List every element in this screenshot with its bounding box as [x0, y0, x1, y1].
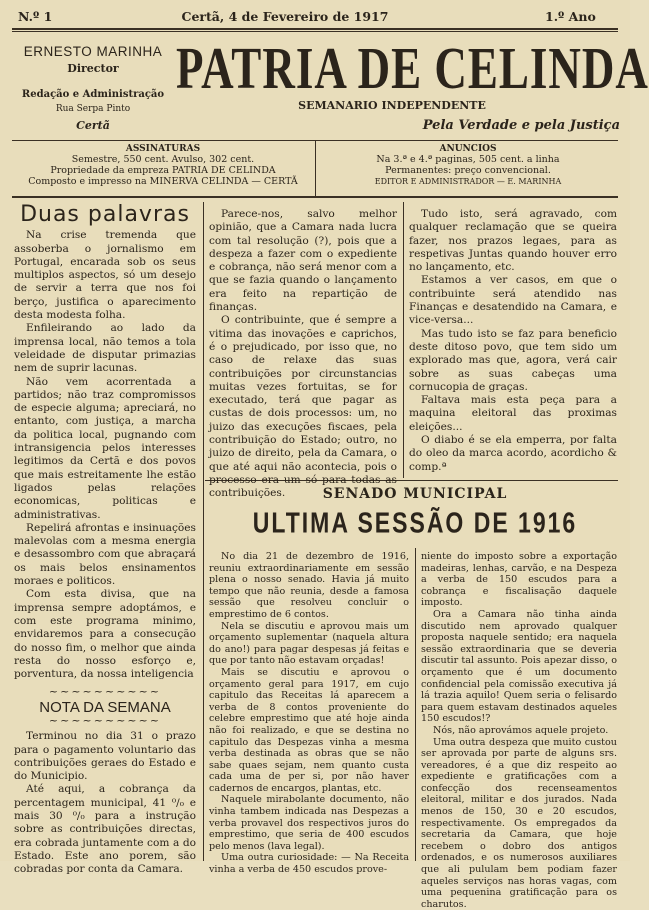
article-paragraph: No dia 21 de dezembro de 1916, reuniu extraordinariamente em sessão plena o nosso senado. Havia já muito tempo que não reunia, desde a famosa sessão que resolveu concluir o emprestimo de 6 contos. — [209, 551, 409, 621]
column-rule-right — [403, 202, 404, 478]
top-rule-thin — [12, 31, 618, 32]
masthead-subtitle: SEMANARIO INDEPENDENTE — [292, 99, 492, 112]
top-rule — [12, 28, 618, 30]
office-street: Rua Serpa Pinto — [18, 104, 168, 114]
article-paragraph: Terminou no dia 31 o prazo para o pagamento voluntario das contribuições geraes do Estado e do Municipio. — [14, 730, 196, 783]
column-1 — [14, 204, 196, 877]
masthead-motto: Pela Verdade e pela Justiça — [330, 118, 620, 133]
director-title: Director — [18, 62, 168, 75]
senado-column-left — [209, 551, 409, 876]
ads-line: EDITOR E ADMINISTRADOR — E. MARINHA — [320, 176, 616, 187]
article-paragraph: Uma outra curiosidade: — Na Receita vinha a verba de 450 escudos prove- — [209, 852, 409, 875]
column-rule-left — [203, 202, 204, 861]
article-paragraph: Uma outra despeza que muito custou ser aprovada por parte de alguns srs. vereadores, é a que diz respeito ao expediente e gratificações com a confecção dos recenseamentos eleitoral, militar e dos jurados. Nada menos de 150, 30 e 20 escudos, respectivamente. Os empregados da secretaria da Camara, que hoje recebem o dobro dos antigos ordenados, e os numerosos auxiliares que ali pululam bem podiam fazer aqueles serviços nas horas vagas, com uma pequenina gratificação para os charutos. — [421, 737, 617, 910]
ornament-divider: ~~~~~~~~~~ — [14, 714, 196, 727]
senado-column-right — [421, 551, 617, 910]
office-label: Redação e Administração — [18, 89, 168, 100]
article-paragraph: Até aqui, a cobrança da percentagem municipal, 41 ⁰/₀ e mais 30 ⁰/₀ para a instrução sobre as contribuições directas, era cobrada juntamente com a do Estado. Este ano porem, são cobradas por conta da Camara. — [14, 783, 196, 876]
issue-number: N.º 1 — [18, 9, 52, 24]
article-heading-nota-semana: NOTA DA SEMANA — [14, 701, 196, 714]
article-paragraph: Mais se discutiu e aprovou o orçamento geral para 1917, em cujo capitulo das Receitas lá aparecem a verba de 8 contos proveniente do celebre emprestimo que até hoje ainda não foi realizado, e que se destina no capitulo das Despezas vinha a mesma verba destinada as obras que se não sabe quaes sejam, nem quanto custa cada uma de per si, por não haver cadernos de encargos, plantas, etc. — [209, 667, 409, 795]
subscriptions-line: Semestre, 550 cent. Avulso, 302 cent. — [14, 154, 312, 165]
section-kicker: SENADO MUNICIPAL — [205, 486, 625, 502]
article-paragraph: Faltava mais esta peça para a maquina eleitoral das proximas eleições... — [409, 394, 617, 434]
article-paragraph: Mas tudo isto se faz para beneficio deste ditoso povo, que tem sido um explorado mas que, agora, verá cair sobre as suas cabeças uma cornucopia de graças. — [409, 328, 617, 394]
boxes-divider — [315, 140, 316, 197]
article-paragraph: Nós, não aprovámos aquele projeto. — [421, 725, 617, 737]
column-2 — [209, 208, 397, 501]
director-name: ERNESTO MARINHA — [18, 44, 168, 59]
article-paragraph: Estamos a ver casos, em que o contribuinte será atendido nas Finanças e desatendido na Camara, e vice-versa... — [409, 274, 617, 327]
dateline: Certã, 4 de Fevereiro de 1917 — [160, 9, 410, 24]
ads-line: Permanentes: preço convencional. — [320, 165, 616, 176]
article-paragraph: Não vem acorrentada a partidos; não traz compromissos de especie alguma; apreciará, no entanto, com justiça, a marcha da politica local, pugnando com intransigencia pelos interesses legitimos da Certã e dos povos que mais estreitamente lhe estão ligados pelas relações economicas, politicas e administrativas. — [14, 376, 196, 522]
article-paragraph: Tudo isto, será agravado, com qualquer reclamação que se queira fazer, nos prazos legaes, para as respetivas Juntas quando houver erro no lançamento, etc. — [409, 208, 617, 274]
subscriptions-line: Propriedade da empreza PATRIA DE CELINDA — [14, 165, 312, 176]
column-3 — [409, 208, 617, 474]
ads-line: Na 3.ª e 4.ª paginas, 505 cent. a linha — [320, 154, 616, 165]
subscriptions-box — [14, 144, 312, 187]
article-paragraph: Enfileirando ao lado da imprensa local, não temos a tola veleidade de disputar primazias nem de suprir lacunas. — [14, 322, 196, 375]
article-paragraph: Repelirá afrontas e insinuações malevolas com a mesma energia e desassombro com que abraçará os mais belos ensinamentos moraes e politicos. — [14, 522, 196, 588]
senado-column-rule — [415, 548, 416, 861]
article-paragraph: Naquele mirabolante documento, não vinha tambem indicada nas Despezas a verba provavel dos respectivos juros do emprestimo, que seria de 400 escudos pelo menos (lava legal). — [209, 794, 409, 852]
article-paragraph: Nela se discutiu e aprovou mais um orçamento suplementar (naquela altura do ano!) para pagar despesas já feitas e que por tanto não estavam orçadas! — [209, 621, 409, 667]
article-paragraph: Parece-nos, salvo melhor opinião, que a Camara nada lucra com tal resolução (?), pois que a despeza a fazer com o expediente e cobrança, não será menor com a que se fazia quando o lançamento era feito na repartição de finanças. — [209, 208, 397, 314]
article-paragraph: Na crise tremenda que assoberba o jornalismo em Portugal, encarada sob os seus multiplos aspectos, só um desejo de servir a terra que nos foi berço, justifica o aparecimento desta modesta folha. — [14, 229, 196, 322]
article-heading-duas-palavras: Duas palavras — [14, 208, 196, 221]
ornament-divider: ~~~~~~~~~~ — [14, 685, 196, 698]
masthead-title: PATRIA DE CELINDA — [176, 34, 616, 103]
office-town: Certã — [18, 119, 168, 132]
ads-title: ANUNCIOS — [320, 144, 616, 154]
article-paragraph: O diabo é se ela emperra, por falta do oleo da marca acordo, acordicho & comp.ª — [409, 434, 617, 474]
subscriptions-title: ASSINATURAS — [14, 144, 312, 154]
subscriptions-line: Composto e impresso na MINERVA CELINDA — CERTÃ — [14, 176, 312, 187]
year-label: 1.º Ano — [545, 9, 596, 24]
article-paragraph: niente do imposto sobre a exportação madeiras, lenhas, carvão, e na Despeza a verba de 150 escudos para a cobrança e fiscalisação daquele imposto. — [421, 551, 617, 609]
section-headline: ULTIMA SESSÃO DE 1916 — [205, 506, 625, 540]
article-paragraph: Ora a Camara não tinha ainda discutido nem aprovado qualquer proposta naquele sentido; era naquela sessão extraordinaria que se deveria discutir tal assunto. Pois apezar disso, o orçamento que é um documento confidencial pela comissão executiva já lá trazia aquilo! Quem seria o felisardo para quem estavam destinados aqueles 150 escudos!? — [421, 609, 617, 725]
article-paragraph: O contribuinte, que é sempre a vitima das inovações e caprichos, é o prejudicado, por isso que, no caso de relaxe das suas contribuições por circunstancias muitas vezes fortuitas, se for executado, terá que pagar as custas de dois processos: um, no juizo das execuções fiscaes, pela contribuição do Estado; outro, no juizo de direito, pela da Camara, o que até aqui não acontecia, pois o processo era um só para todas as contribuições. — [209, 314, 397, 500]
article-paragraph: Com esta divisa, que na imprensa sempre adoptámos, e com este programa minimo, envidaremos para a consecução do nosso fim, o melhor que ainda resta do nosso esforço e, porventura, da nossa inteligencia — [14, 588, 196, 681]
ads-box — [320, 144, 616, 187]
